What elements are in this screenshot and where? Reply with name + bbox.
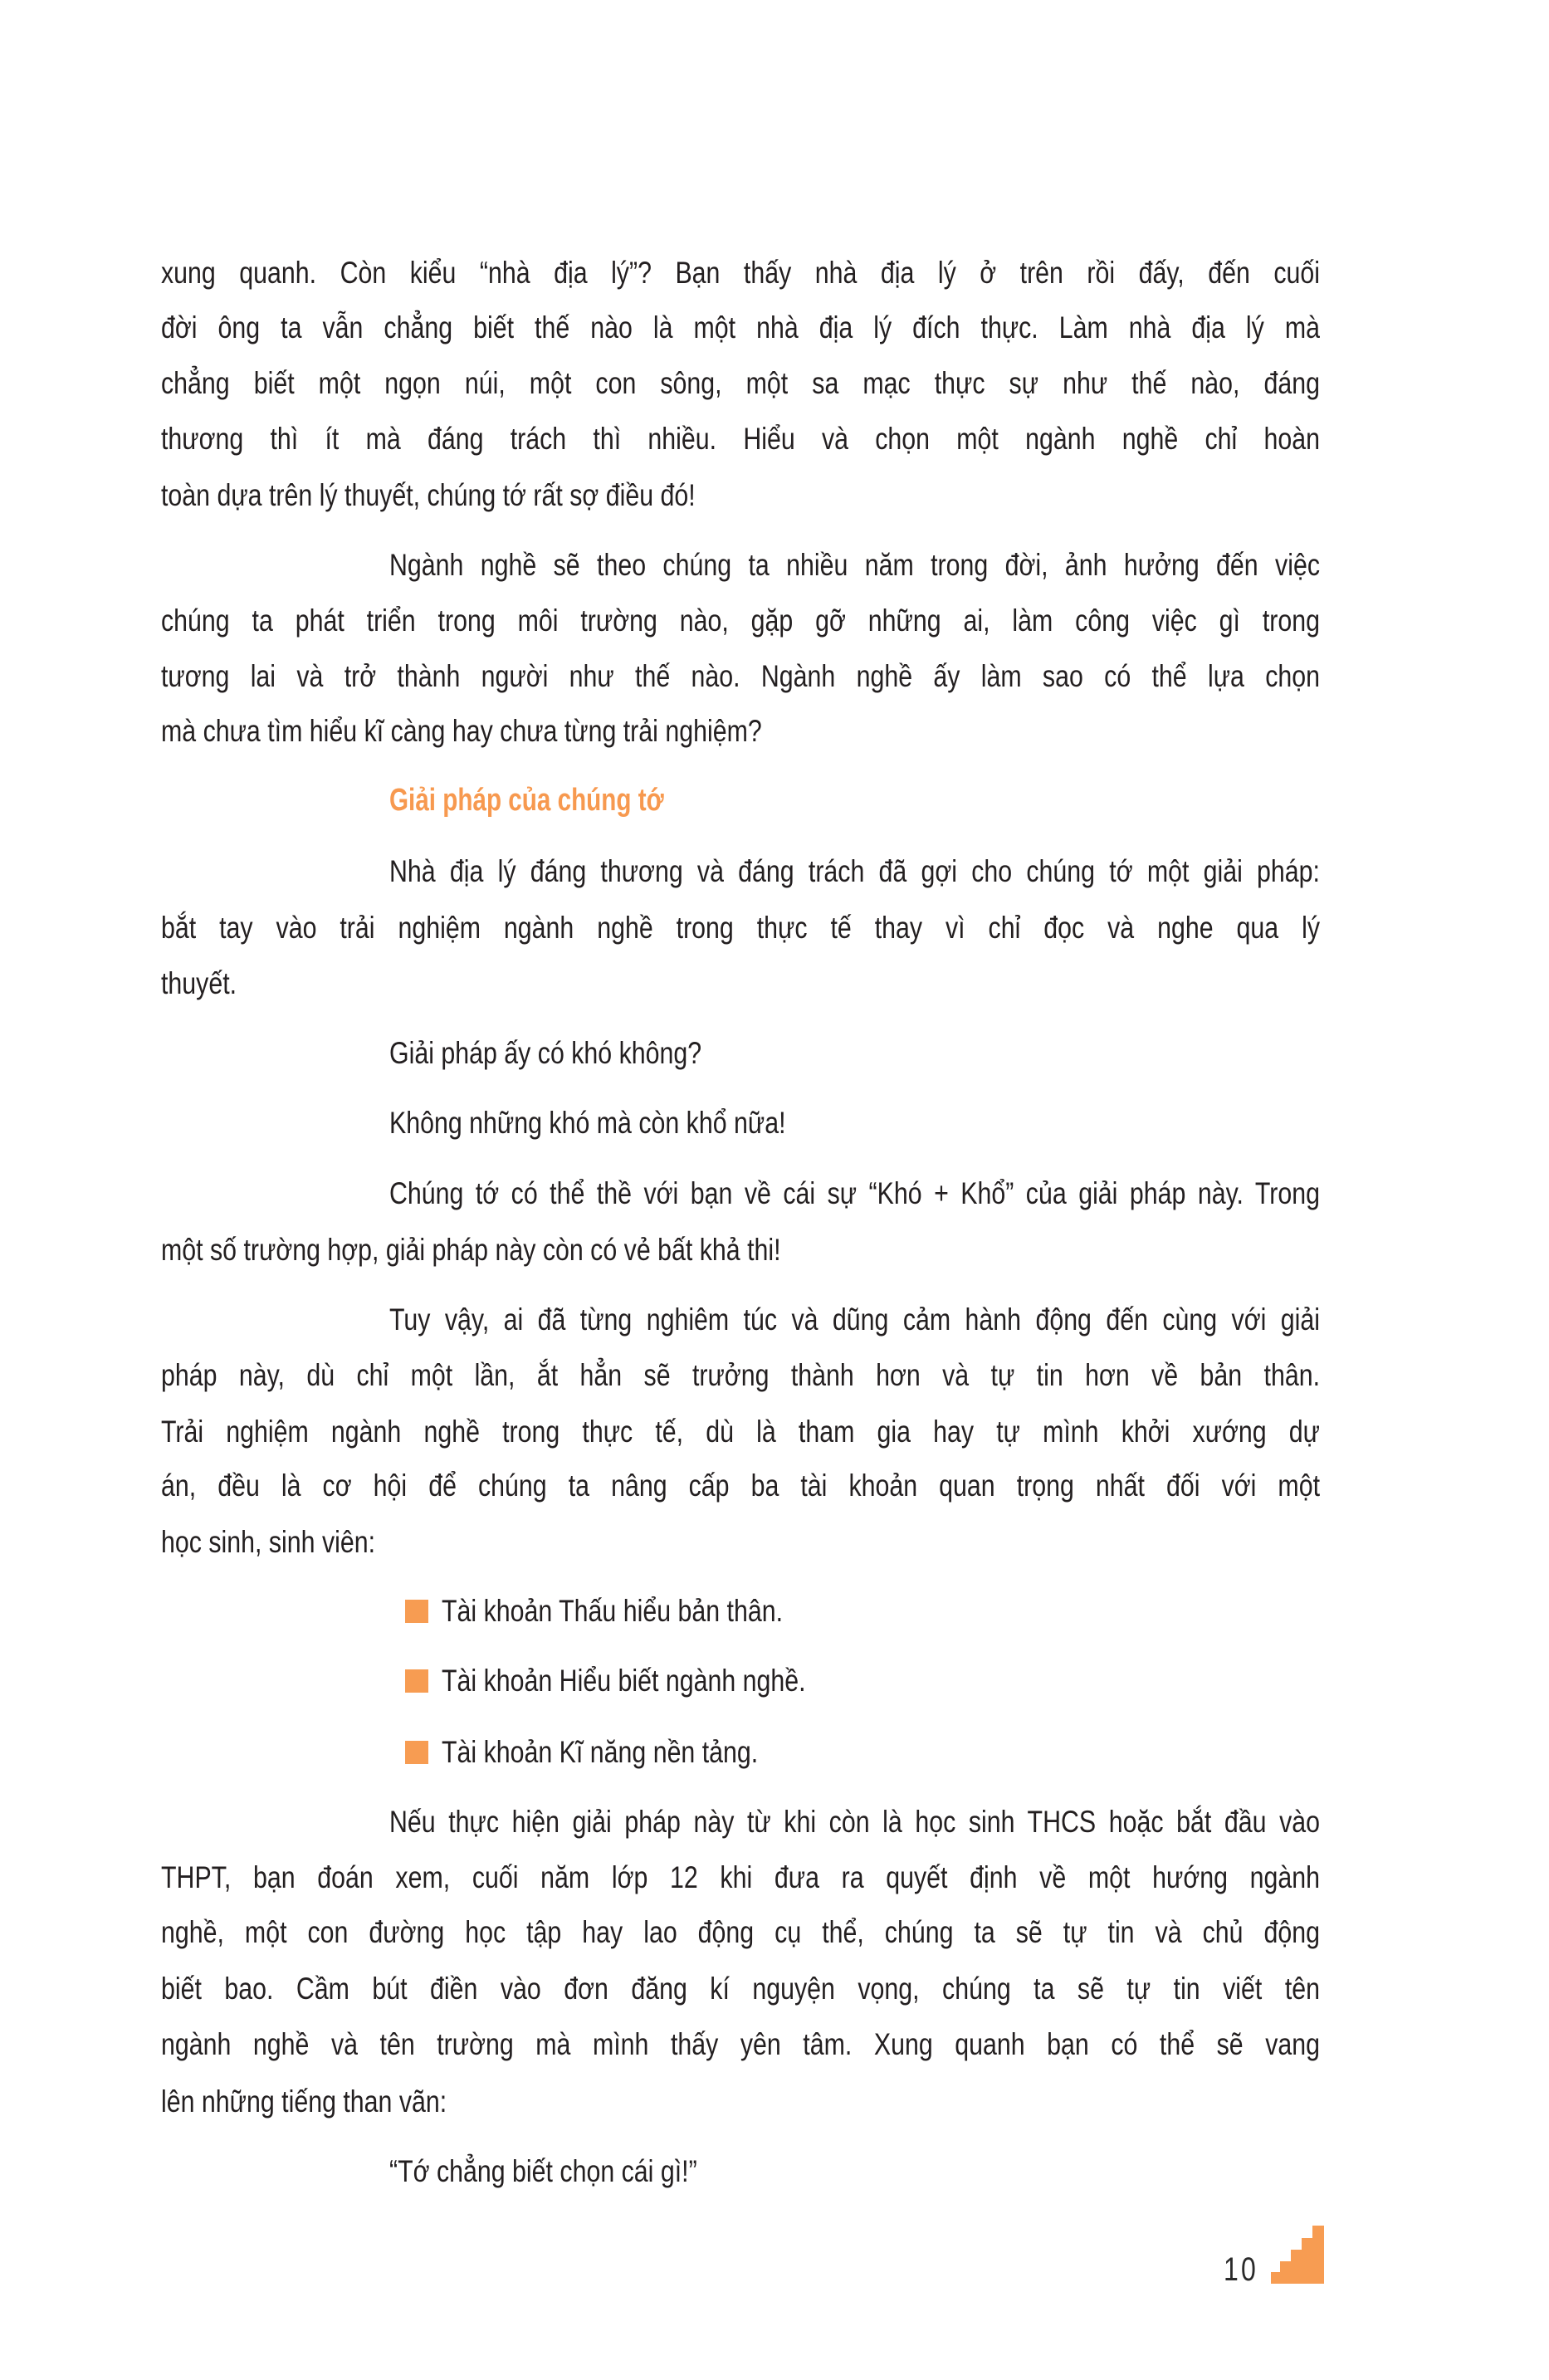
paragraph-line [161,703,1320,759]
line-text: án, đều là cơ hội để chúng ta nâng cấp ba tài khoản quan trọng nhất đối với một [161,1469,1320,1503]
section-heading [389,773,1320,828]
line-text: Nhà địa lý đáng thương và đáng trách đã gợi cho chúng tớ một giải pháp: [389,854,1320,888]
line-text: Chúng tớ có thể thề với bạn về cái sự “Khó + Khổ” của giải pháp này. Trong [389,1176,1320,1210]
line-text: lên những tiếng than vãn: [161,2084,447,2119]
paragraph-line [389,1166,1320,1221]
line-text: Giải pháp của chúng tớ [389,783,664,818]
line-text: đời ông ta vẫn chẳng biết thế nào là một nhà địa lý đích thực. Làm nhà địa lý mà [161,310,1320,345]
line-text: chẳng biết một ngọn núi, một con sông, một sa mạc thực sự như thế nào, đáng [161,366,1320,400]
bullet-square-icon [405,1600,428,1623]
paragraph-line [161,593,1320,648]
line-text: thuyết. [161,966,237,1000]
bullet-item [442,1724,1272,1780]
line-text: ngành nghề và tên trường mà mình thấy yên tâm. Xung quanh bạn có thể sẽ vang [161,2027,1320,2061]
bullet-item [442,1583,1272,1639]
line-text: Ngành nghề sẽ theo chúng ta nhiều năm trong đời, ảnh hưởng đến việc [389,548,1320,582]
paragraph-line [161,1961,1320,2016]
line-text: mà chưa tìm hiểu kĩ càng hay chưa từng trải nghiệm? [161,714,762,748]
paragraph-line [161,1514,1320,1570]
line-text: Tài khoản Hiểu biết ngành nghề. [442,1664,806,1698]
paragraph-line [161,1458,1320,1513]
paragraph-line [389,1292,1320,1347]
line-text: biết bao. Cầm bút điền vào đơn đăng kí nguyện vọng, chúng ta sẽ tự tin viết tên [161,1972,1320,2006]
line-text: “Tớ chẳng biết chọn cái gì!” [389,2154,697,2188]
bullet-square-icon [405,1669,428,1693]
line-text: pháp này, dù chỉ một lần, ắt hẳn sẽ trưởng thành hơn và tự tin hơn về bản thân. [161,1358,1320,1392]
paragraph-line [389,843,1320,899]
paragraph-line [161,467,1320,523]
line-text: Tài khoản Thấu hiểu bản thân. [442,1594,784,1628]
paragraph-line [389,2143,1320,2199]
paragraph-line [161,648,1320,704]
line-text: toàn dựa trên lý thuyết, chúng tớ rất sợ điều đó! [161,478,696,512]
line-text: Tuy vậy, ai đã từng nghiêm túc và dũng cảm hành động đến cùng với giải [389,1302,1320,1337]
line-text: chúng ta phát triển trong môi trường nào, gặp gỡ những ai, làm công việc gì trong [161,604,1320,638]
line-text: Không những khó mà còn khổ nữa! [389,1106,786,1140]
paragraph-line [161,955,1320,1011]
paragraph-line [389,537,1320,593]
paragraph-line [161,1904,1320,1960]
line-text: thương thì ít mà đáng trách thì nhiều. Hiểu và chọn một ngành nghề chỉ hoàn [161,422,1320,456]
paragraph-line [161,2074,1320,2129]
paragraph-line [161,1850,1320,1905]
paragraph-line [389,1794,1320,1850]
page-number: 10 [1224,2251,1258,2288]
bullet-item [442,1653,1272,1708]
paragraph-line [161,411,1320,467]
paragraph-line [389,1095,1320,1151]
line-text: bắt tay vào trải nghiệm ngành nghề trong thực tế thay vì chỉ đọc và nghe qua lý [161,911,1320,945]
line-text: tương lai và trở thành người như thế nào. Ngành nghề ấy làm sao có thể lựa chọn [161,659,1320,693]
line-text: Tài khoản Kĩ năng nền tảng. [442,1735,759,1769]
paragraph-line [161,355,1320,411]
line-text: Giải pháp ấy có khó không? [389,1036,702,1070]
paragraph-line [161,300,1320,355]
line-text: xung quanh. Còn kiểu “nhà địa lý”? Bạn thấy nhà địa lý ở trên rồi đấy, đến cuối [161,256,1320,290]
bullet-square-icon [405,1741,428,1764]
line-text: một số trường hợp, giải pháp này còn có vẻ bất khả thi! [161,1233,781,1267]
paragraph-line [161,1347,1320,1403]
paragraph-line [161,1404,1320,1459]
line-text: nghề, một con đường học tập hay lao động cụ thể, chúng ta sẽ tự tin và chủ động [161,1915,1320,1949]
paragraph-line [161,1222,1320,1278]
stairs-icon [1271,2226,1324,2284]
paragraph-line [389,1025,1320,1081]
paragraph-line [161,900,1320,955]
paragraph-line [161,2016,1320,2072]
line-text: Trải nghiệm ngành nghề trong thực tế, dù là tham gia hay tự mình khởi xướng dự [161,1415,1320,1449]
line-text: THPT, bạn đoán xem, cuối năm lớp 12 khi đưa ra quyết định về một hướng ngành [161,1860,1320,1894]
paragraph-line [161,245,1320,301]
line-text: Nếu thực hiện giải pháp này từ khi còn là học sinh THCS hoặc bắt đầu vào [389,1805,1320,1839]
line-text: học sinh, sinh viên: [161,1525,376,1559]
